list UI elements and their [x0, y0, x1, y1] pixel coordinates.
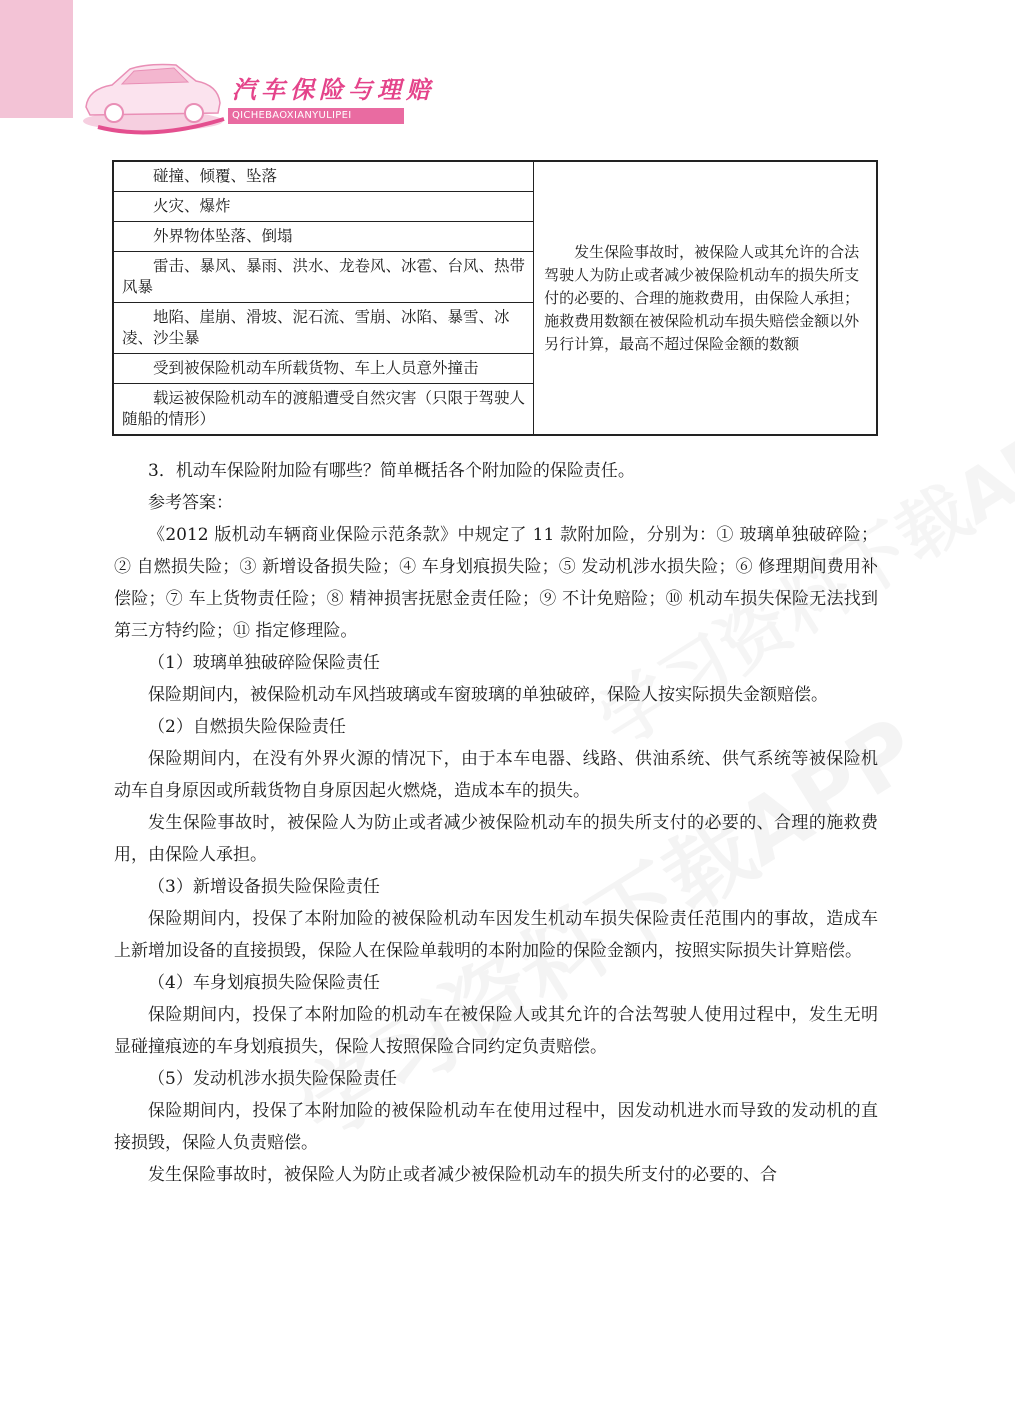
section-heading: （2）自燃损失险保险责任: [148, 717, 346, 737]
paragraph: 保险期间内，投保了本附加险的机动车在被保险人或其允许的合法驾驶人使用过程中，发生无明显碰撞痕迹的车身划痕损失，保险人按照保险合同约定负责赔偿。: [114, 1005, 878, 1057]
paragraph: 发生保险事故时，被保险人为防止或者减少被保险机动车的损失所支付的必要的、合理的施救费用，由保险人承担。: [114, 813, 878, 865]
paragraph: 发生保险事故时，被保险人为防止或者减少被保险机动车的损失所支付的必要的、合: [148, 1165, 777, 1185]
pink-corner-tab: [0, 0, 73, 118]
table-cell: 地陷、崖崩、滑坡、泥石流、雪崩、冰陷、暴雪、冰凌、沙尘暴: [113, 303, 534, 354]
paragraph: 《2012 版机动车辆商业保险示范条款》中规定了 11 款附加险，分别为：① 玻璃单独破碎险；② 自燃损失险；③ 新增设备损失险；④ 车身划痕损失险；⑤ 发动机涉水损失险；⑥ 修理期间费用补偿险；⑦ 车上货物责任险；⑧ 精神损害抚慰金责任险；⑨ 不计免赔险；⑩ 机动车损失保险无法找到第三方特约险；⑪ 指定修理险。: [114, 525, 878, 641]
table-cell: 雷击、暴风、暴雨、洪水、龙卷风、冰雹、台风、热带风暴: [113, 252, 534, 303]
book-title: 汽车保险与理赔: [232, 76, 435, 104]
coverage-table: [112, 160, 878, 436]
table-cell: 外界物体坠落、倒塌: [113, 222, 534, 252]
table-cell: 载运被保险机动车的渡船遭受自然灾害（只限于驾驶人随船的情形）: [113, 384, 534, 436]
section-heading: （3）新增设备损失险保险责任: [148, 877, 380, 897]
table-cell: 受到被保险机动车所载货物、车上人员意外撞击: [113, 354, 534, 384]
body-text: [114, 455, 878, 1191]
paragraph: 保险期间内，投保了本附加险的被保险机动车因发生机动车损失保险责任范围内的事故，造成车上新增加设备的直接损毁，保险人在保险单载明的本附加险的保险金额内，按照实际损失计算赔偿。: [114, 909, 878, 961]
book-title-pinyin: QICHEBAOXIANYULIPEI: [228, 108, 404, 124]
paragraph: 保险期间内，在没有外界火源的情况下，由于本车电器、线路、供油系统、供气系统等被保险机动车自身原因或所载货物自身原因起火燃烧，造成本车的损失。: [114, 749, 878, 801]
answer-label: 参考答案：: [148, 493, 233, 513]
table-row: [113, 161, 877, 192]
table-cell: 火灾、爆炸: [113, 192, 534, 222]
table-cell: 碰撞、倾覆、坠落: [113, 161, 534, 192]
rescue-cost-cell: 发生保险事故时，被保险人或其允许的合法驾驶人为防止或者减少被保险机动车的损失所支付的必要的、合理的施救费用，由保险人承担；施救费用数额在被保险机动车损失赔偿金额以外另行计算，最高不超过保险金额的数额: [534, 161, 877, 435]
car-illustration-icon: [78, 55, 228, 135]
section-heading: （5）发动机涉水损失险保险责任: [148, 1069, 397, 1089]
paragraph: 保险期间内，投保了本附加险的被保险机动车在使用过程中，因发动机进水而导致的发动机的直接损毁，保险人负责赔偿。: [114, 1101, 878, 1153]
paragraph: 保险期间内，被保险机动车风挡玻璃或车窗玻璃的单独破碎，保险人按实际损失金额赔偿。: [148, 685, 828, 705]
section-heading: （4）车身划痕损失险保险责任: [148, 973, 380, 993]
question-heading: 3．机动车保险附加险有哪些？简单概括各个附加险的保险责任。: [148, 461, 635, 481]
section-heading: （1）玻璃单独破碎险保险责任: [148, 653, 380, 673]
